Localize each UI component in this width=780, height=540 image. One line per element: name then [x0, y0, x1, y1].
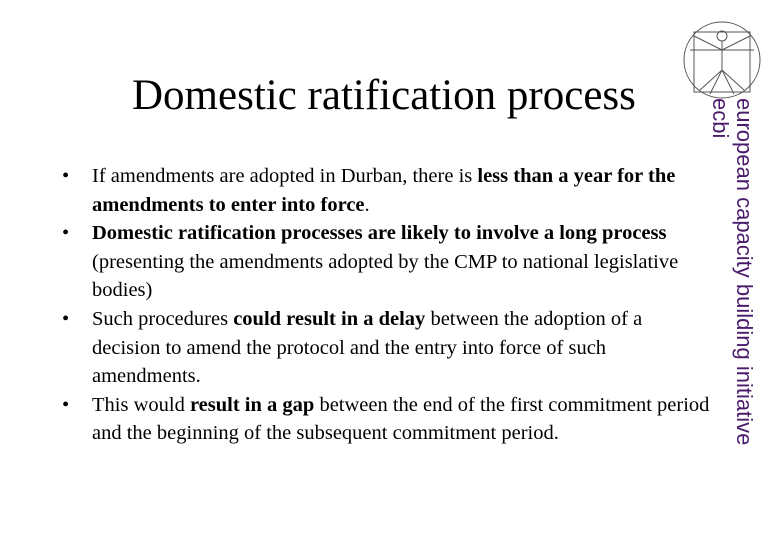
bullet-item	[62, 305, 712, 391]
bullet-text-part: (presenting the amendments adopted by the CMP to national legislative bodies)	[92, 250, 679, 302]
bullet-item	[62, 391, 712, 448]
bullet-text	[92, 165, 675, 216]
slide-title: Domestic ratification process	[132, 72, 636, 119]
bullet-text	[92, 394, 709, 445]
sidebar-text	[708, 98, 756, 445]
bullet-text-emphasis: less than a year for the amendments to enter into force	[92, 165, 676, 216]
bullet-dot: •	[62, 307, 70, 330]
bullet-text-part: .	[364, 193, 370, 216]
bullet-text-part: Such procedures	[92, 307, 234, 330]
bullet-text	[92, 222, 678, 301]
bullet-text-emphasis: result in a gap	[189, 393, 315, 416]
bullet-text-part: This would	[92, 393, 190, 416]
bullet-item	[62, 162, 712, 219]
sidebar-branding	[708, 0, 768, 490]
bullet-text	[92, 308, 642, 387]
sidebar-line-acronym: ecbi	[708, 98, 733, 139]
bullet-dot: •	[62, 393, 70, 416]
bullet-text-part: If amendments are adopted in Durban, there is	[92, 165, 478, 187]
bullet-text-part: between the end of the first commitment period and the beginning of the subsequent commitment period.	[92, 393, 710, 445]
bullet-text-part: between the adoption of a decision to amend the protocol and the entry into force of such amendments.	[92, 307, 643, 388]
bullet-text-emphasis: could result in a delay	[233, 307, 426, 330]
bullet-dot: •	[62, 165, 70, 187]
bullet-item	[62, 219, 712, 305]
bullet-dot: •	[62, 222, 70, 245]
bullet-list	[62, 162, 712, 448]
bullet-text-emphasis: Domestic ratification processes are likely to involve a long process	[92, 222, 667, 245]
sidebar-line-org: european capacity building initiative	[732, 98, 757, 446]
